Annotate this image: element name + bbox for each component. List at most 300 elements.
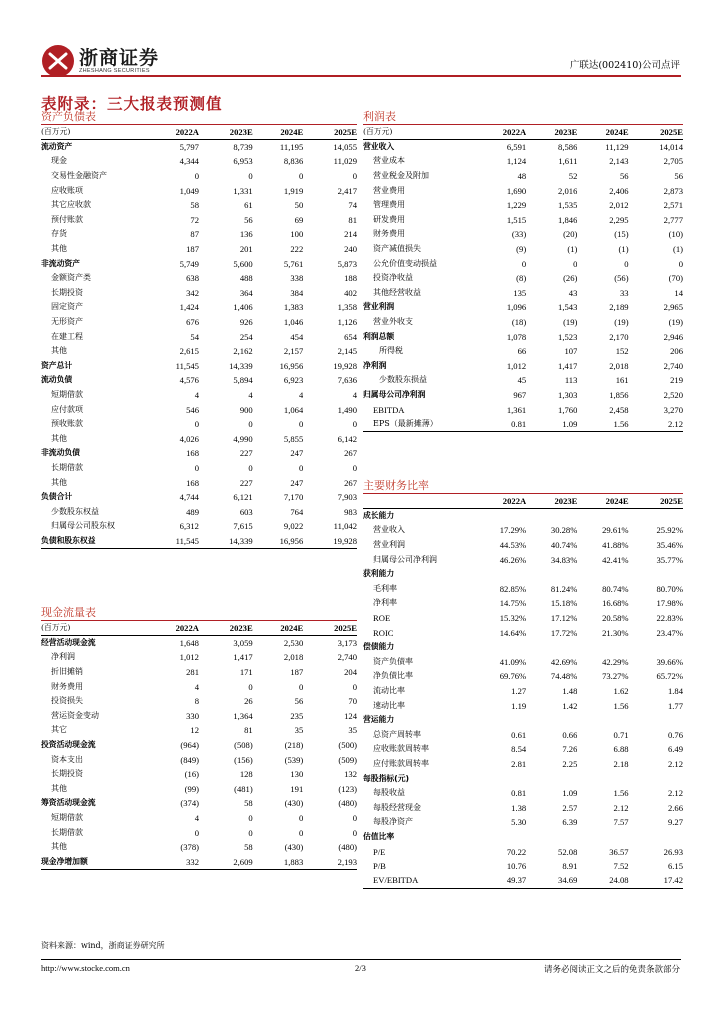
cell-value: 40.74% bbox=[550, 540, 578, 551]
cell-value: 48 bbox=[517, 171, 527, 182]
cell-value: 1,535 bbox=[558, 200, 578, 211]
cell-value: 1,124 bbox=[506, 156, 527, 167]
cell-value: 41.88% bbox=[602, 540, 629, 551]
row-label: 非流动资产 bbox=[41, 258, 80, 268]
table-row bbox=[41, 140, 357, 155]
cell-value bbox=[472, 640, 526, 655]
table-row bbox=[363, 815, 683, 830]
year-header: 2025E bbox=[629, 125, 683, 140]
cell-value: 8,586 bbox=[558, 142, 578, 153]
table-row bbox=[41, 329, 357, 344]
table-row bbox=[41, 198, 357, 213]
cell-value: 2,571 bbox=[663, 200, 683, 211]
cell-value: 654 bbox=[344, 331, 357, 342]
row-label: 营运资金变动 bbox=[51, 710, 99, 720]
cell-value: 2,012 bbox=[609, 200, 629, 211]
cell-value: 247 bbox=[290, 477, 304, 488]
cell-value: (481) bbox=[234, 783, 253, 794]
cell-value bbox=[526, 509, 577, 524]
cell-value: 2.12 bbox=[613, 802, 629, 813]
cell-value: (16) bbox=[184, 769, 199, 780]
table-row bbox=[41, 825, 357, 840]
cell-value bbox=[577, 567, 628, 582]
cell-value bbox=[577, 640, 628, 655]
row-label: 偿债能力 bbox=[363, 642, 395, 652]
row-label: 净利润 bbox=[363, 360, 387, 370]
cell-value: 0 bbox=[194, 827, 199, 838]
row-label: 应付账款周转率 bbox=[373, 758, 429, 768]
table-row bbox=[41, 169, 357, 184]
table-row bbox=[363, 300, 683, 315]
row-label: 研发费用 bbox=[373, 214, 405, 224]
cell-value: 4 bbox=[298, 389, 304, 400]
cell-value: 8,836 bbox=[283, 156, 304, 167]
cell-value: 7.52 bbox=[613, 861, 629, 872]
row-label: 每股收益 bbox=[373, 788, 405, 798]
cell-value: 73.27% bbox=[602, 671, 629, 682]
row-label: P/E bbox=[373, 846, 386, 857]
table-row bbox=[41, 461, 357, 476]
cell-value: 6,121 bbox=[233, 492, 253, 503]
row-label: 所得税 bbox=[379, 346, 403, 356]
logo-en: ZHESHANG SECURITIES bbox=[79, 68, 150, 74]
cell-value: 2.12 bbox=[667, 788, 683, 799]
row-label: 获利能力 bbox=[363, 569, 395, 579]
unit-label: (百万元) bbox=[363, 125, 472, 140]
row-label: 总资产周转率 bbox=[373, 729, 421, 739]
table-row bbox=[363, 417, 683, 432]
cell-value: 11,129 bbox=[605, 142, 629, 153]
cell-value: (123) bbox=[338, 783, 357, 794]
cell-value: 11,195 bbox=[279, 142, 304, 153]
cell-value: 254 bbox=[239, 331, 253, 342]
table-row bbox=[41, 767, 357, 782]
cell-value: 21.30% bbox=[602, 627, 629, 638]
cell-value: 30.28% bbox=[550, 525, 578, 536]
row-label: 净利润 bbox=[51, 652, 75, 662]
row-label: 长期投资 bbox=[51, 769, 83, 779]
table-row bbox=[41, 213, 357, 228]
cashflow-statement bbox=[41, 606, 357, 870]
row-label: 短期借款 bbox=[51, 389, 83, 399]
cell-value: 8 bbox=[194, 696, 199, 707]
table-row bbox=[41, 446, 357, 461]
cell-value: 2,145 bbox=[337, 346, 357, 357]
cell-value: (70) bbox=[668, 273, 683, 284]
cell-value: 1.09 bbox=[526, 417, 577, 432]
cell-value bbox=[577, 830, 628, 845]
row-label: 资产减值损失 bbox=[373, 244, 421, 254]
table-row bbox=[41, 242, 357, 257]
cell-value: 56 bbox=[674, 171, 683, 182]
cell-value: 3,270 bbox=[663, 404, 683, 415]
cell-value: 0 bbox=[521, 258, 527, 269]
cell-value: 17.72% bbox=[550, 627, 578, 638]
cell-value: 44.53% bbox=[499, 540, 527, 551]
cell-value: 81 bbox=[348, 214, 357, 225]
cell-value: 0 bbox=[352, 462, 357, 473]
income-title: 利润表 bbox=[363, 110, 396, 123]
row-label: 营业利润 bbox=[373, 540, 405, 550]
cell-value: (56) bbox=[614, 273, 629, 284]
balance-table bbox=[41, 125, 357, 549]
table-row bbox=[363, 567, 683, 582]
cell-value: 14 bbox=[674, 287, 683, 298]
footer-url[interactable]: http://www.stocke.com.cn bbox=[41, 963, 130, 973]
table-row bbox=[41, 840, 357, 855]
cell-value: 1,358 bbox=[337, 302, 357, 313]
year-header: 2025E bbox=[303, 125, 357, 140]
cell-value: 926 bbox=[239, 317, 253, 328]
cell-value: 7,903 bbox=[337, 492, 357, 503]
cell-value: 201 bbox=[239, 244, 253, 255]
cell-value: 1.56 bbox=[577, 417, 628, 432]
footer-divider bbox=[41, 959, 681, 960]
cell-value: 3,173 bbox=[337, 638, 357, 649]
cell-value: (9) bbox=[516, 244, 527, 255]
cell-value: 1.48 bbox=[562, 686, 578, 697]
cell-value: 0 bbox=[352, 419, 357, 430]
row-label: 速动比率 bbox=[373, 700, 405, 710]
table-row bbox=[41, 519, 357, 534]
cell-value: 0 bbox=[352, 813, 357, 824]
cell-value: (430) bbox=[284, 842, 304, 853]
table-row bbox=[363, 388, 683, 403]
cell-value: (19) bbox=[563, 317, 578, 328]
cell-value: 603 bbox=[239, 506, 253, 517]
cell-value: 4,576 bbox=[179, 375, 199, 386]
cell-value: 14,339 bbox=[229, 360, 253, 371]
cell-value: 454 bbox=[290, 331, 304, 342]
row-label: 投资活动现金流 bbox=[41, 740, 96, 750]
cell-value: 70.22 bbox=[506, 846, 527, 857]
cell-value: 1.77 bbox=[667, 700, 683, 711]
row-label: P/B bbox=[373, 861, 386, 872]
cell-value: 1.56 bbox=[613, 700, 629, 711]
cell-value: 338 bbox=[290, 273, 304, 284]
logo-cn: 浙商证券 bbox=[79, 47, 160, 69]
cell-value: 15.18% bbox=[550, 598, 578, 609]
cell-value: 6.39 bbox=[562, 817, 578, 828]
table-row bbox=[363, 329, 683, 344]
cell-value: (19) bbox=[614, 317, 629, 328]
cell-value: 6,312 bbox=[179, 521, 199, 532]
cell-value: (1) bbox=[618, 244, 629, 255]
row-label: 在建工程 bbox=[51, 331, 83, 341]
table-row bbox=[363, 640, 683, 655]
table-row bbox=[363, 713, 683, 728]
cell-value: 58 bbox=[244, 842, 253, 853]
cell-value: 7.57 bbox=[613, 817, 629, 828]
cell-value: 16.68% bbox=[602, 598, 629, 609]
cell-value: 2.81 bbox=[511, 758, 527, 769]
cell-value: 1,303 bbox=[558, 389, 578, 400]
cell-value: 1,331 bbox=[233, 185, 253, 196]
table-row bbox=[41, 504, 357, 519]
cell-value: 11,029 bbox=[333, 156, 357, 167]
cell-value: 2,143 bbox=[609, 156, 629, 167]
cell-value bbox=[629, 567, 683, 582]
cell-value: 7,170 bbox=[283, 492, 304, 503]
cell-value: 384 bbox=[290, 287, 304, 298]
cell-value: (480) bbox=[338, 842, 357, 853]
cell-value: 61 bbox=[244, 200, 253, 211]
table-row bbox=[41, 300, 357, 315]
cell-value: 14,014 bbox=[659, 142, 683, 153]
table-row bbox=[363, 344, 683, 359]
cell-value: 6,142 bbox=[337, 433, 357, 444]
cell-value: 0.61 bbox=[511, 729, 527, 740]
row-label: EPS（最新摊薄） bbox=[363, 417, 472, 432]
cell-value: 2,016 bbox=[558, 185, 578, 196]
row-label: 负债和股东权益 bbox=[41, 534, 145, 549]
row-label: 应收账项 bbox=[51, 185, 83, 195]
cell-value bbox=[472, 830, 526, 845]
year-header: 2022A bbox=[145, 621, 199, 636]
cell-value: 2,162 bbox=[233, 346, 253, 357]
header-row bbox=[363, 494, 683, 509]
year-header: 2025E bbox=[629, 494, 683, 509]
row-label: 其他 bbox=[51, 783, 67, 793]
cell-value: 168 bbox=[186, 448, 199, 459]
cell-value: 2.57 bbox=[562, 802, 578, 813]
row-label: 营业收入 bbox=[363, 142, 395, 152]
cell-value bbox=[629, 771, 683, 786]
cell-value: 0 bbox=[298, 462, 304, 473]
table-row bbox=[363, 582, 683, 597]
table-row bbox=[41, 723, 357, 738]
source-note: 资料来源：wind，浙商证券研究所 bbox=[41, 941, 165, 950]
cell-value: 4 bbox=[194, 813, 199, 824]
row-label: 应付款项 bbox=[51, 404, 83, 414]
cell-value: 2,406 bbox=[609, 185, 629, 196]
cell-value: 2,295 bbox=[609, 214, 629, 225]
cell-value: 2,965 bbox=[663, 302, 683, 313]
cell-value: 82.85% bbox=[499, 583, 527, 594]
row-label: 少数股东权益 bbox=[51, 506, 99, 516]
cell-value: 0 bbox=[298, 419, 304, 430]
cell-value: 1,856 bbox=[609, 389, 629, 400]
cell-value: 6.49 bbox=[667, 744, 683, 755]
table-row bbox=[363, 523, 683, 538]
cell-value: 7,615 bbox=[233, 521, 253, 532]
year-header: 2023E bbox=[199, 125, 253, 140]
cell-value: 342 bbox=[186, 287, 199, 298]
row-label: 归属母公司净利润 bbox=[363, 389, 426, 399]
company-logo bbox=[41, 44, 159, 78]
cell-value: 20.58% bbox=[602, 613, 629, 624]
cell-value: 14,055 bbox=[333, 142, 357, 153]
balance-sheet bbox=[41, 110, 357, 549]
cell-value: 14.64% bbox=[499, 627, 527, 638]
cell-value: 2,705 bbox=[663, 156, 683, 167]
cell-value: 0.81 bbox=[511, 788, 527, 799]
year-header: 2023E bbox=[526, 494, 577, 509]
row-label: 资产总计 bbox=[41, 360, 73, 370]
row-label: 每股经营现金 bbox=[373, 802, 421, 812]
cell-value: (218) bbox=[284, 740, 304, 751]
cell-value: 69 bbox=[294, 214, 304, 225]
cell-value: 6,923 bbox=[283, 375, 304, 386]
cell-value: 2,189 bbox=[609, 302, 629, 313]
unit-label: (百万元) bbox=[41, 621, 145, 636]
cell-value: 45 bbox=[517, 375, 527, 386]
row-label: 净利率 bbox=[373, 598, 397, 608]
cell-value: 26.93 bbox=[663, 846, 683, 857]
cell-value: 6,591 bbox=[506, 142, 527, 153]
cell-value: 50 bbox=[294, 200, 304, 211]
cell-value: 206 bbox=[670, 346, 683, 357]
cell-value: 34.83% bbox=[550, 554, 578, 565]
table-row bbox=[41, 256, 357, 271]
cell-value: 332 bbox=[145, 855, 199, 870]
cell-value: 2,740 bbox=[663, 360, 683, 371]
cell-value: 1,846 bbox=[558, 214, 578, 225]
cell-value: (430) bbox=[284, 798, 304, 809]
cell-value: 100 bbox=[290, 229, 304, 240]
cell-value: 42.41% bbox=[602, 554, 629, 565]
cell-value: 488 bbox=[239, 273, 253, 284]
unit-label: (百万元) bbox=[41, 125, 145, 140]
cell-value: 4 bbox=[194, 681, 199, 692]
page-title: 表附录：三大报表预测值 bbox=[41, 95, 223, 113]
table-row bbox=[363, 509, 683, 524]
cell-value: 0 bbox=[624, 258, 629, 269]
row-label: 归属母公司净利润 bbox=[373, 554, 437, 564]
cell-value: 1,126 bbox=[337, 317, 357, 328]
cell-value: 58 bbox=[244, 798, 253, 809]
table-row bbox=[41, 344, 357, 359]
cell-value: 2,609 bbox=[199, 855, 253, 870]
table-row bbox=[363, 373, 683, 388]
table-row bbox=[41, 855, 357, 870]
income-table bbox=[363, 125, 683, 432]
cell-value: 136 bbox=[239, 229, 253, 240]
cell-value: 10.76 bbox=[506, 861, 527, 872]
header-row bbox=[363, 125, 683, 140]
table-row bbox=[363, 242, 683, 257]
cell-value: 1,364 bbox=[233, 710, 253, 721]
table-row bbox=[41, 373, 357, 388]
cell-value: 2,520 bbox=[663, 389, 683, 400]
row-label: 预收账款 bbox=[51, 419, 83, 429]
cell-value: 152 bbox=[615, 346, 629, 357]
table-row bbox=[363, 286, 683, 301]
cell-value: 5.30 bbox=[511, 817, 527, 828]
cell-value: 168 bbox=[186, 477, 199, 488]
table-row bbox=[41, 271, 357, 286]
cell-value: 4 bbox=[352, 389, 357, 400]
cell-value: 0 bbox=[248, 419, 253, 430]
row-label: 营业税金及附加 bbox=[373, 171, 429, 181]
cell-value: 188 bbox=[344, 273, 357, 284]
cell-value: 1,012 bbox=[179, 652, 199, 663]
table-row bbox=[363, 786, 683, 801]
row-label: 存货 bbox=[51, 229, 67, 239]
year-header: 2024E bbox=[577, 494, 628, 509]
row-label: 资本支出 bbox=[51, 754, 83, 764]
cell-value: (539) bbox=[284, 754, 304, 765]
cell-value: 135 bbox=[513, 287, 527, 298]
cell-value: 171 bbox=[239, 667, 253, 678]
cell-value: 66 bbox=[517, 346, 527, 357]
cell-value: 42.69% bbox=[550, 656, 578, 667]
table-row bbox=[41, 796, 357, 811]
row-label: 其他 bbox=[51, 842, 67, 852]
table-row bbox=[363, 154, 683, 169]
cell-value: 35.77% bbox=[656, 554, 683, 565]
table-row bbox=[363, 844, 683, 859]
cell-value: (8) bbox=[516, 273, 527, 284]
cell-value: 4 bbox=[194, 389, 199, 400]
row-label: 投资净收益 bbox=[373, 273, 413, 283]
table-row bbox=[41, 417, 357, 432]
cell-value: 107 bbox=[564, 346, 578, 357]
cell-value: 35 bbox=[294, 725, 304, 736]
row-label: 成长能力 bbox=[363, 511, 395, 521]
table-row bbox=[41, 709, 357, 724]
cell-value bbox=[472, 509, 526, 524]
row-label: 其他 bbox=[51, 433, 67, 443]
cell-value: 4,026 bbox=[179, 433, 199, 444]
cell-value bbox=[577, 771, 628, 786]
row-label: ROIC bbox=[373, 627, 394, 638]
cell-value: 87 bbox=[190, 229, 199, 240]
cell-value: (15) bbox=[614, 229, 629, 240]
cell-value: 364 bbox=[239, 287, 253, 298]
cell-value: 2,873 bbox=[663, 185, 683, 196]
cell-value: 1,760 bbox=[558, 404, 578, 415]
cell-value: 2,170 bbox=[609, 331, 629, 342]
cell-value: 34.69 bbox=[526, 873, 577, 888]
cell-value: 35.46% bbox=[656, 540, 683, 551]
cell-value: (1) bbox=[672, 244, 683, 255]
cell-value: 2.12 bbox=[667, 758, 683, 769]
row-label: 归属母公司股东权 bbox=[51, 521, 115, 531]
table-row bbox=[363, 596, 683, 611]
cell-value bbox=[577, 713, 628, 728]
footer-disclaimer: 请务必阅读正文之后的免责条款部分 bbox=[543, 965, 680, 975]
row-label: 预付账款 bbox=[51, 214, 83, 224]
cashflow-table bbox=[41, 621, 357, 870]
cell-value: 764 bbox=[290, 506, 304, 517]
table-row bbox=[363, 538, 683, 553]
cell-value: (20) bbox=[563, 229, 578, 240]
table-row bbox=[363, 315, 683, 330]
table-row bbox=[363, 140, 683, 155]
cell-value: (26) bbox=[563, 273, 578, 284]
cell-value: (480) bbox=[338, 798, 357, 809]
row-label: 金额资产类 bbox=[51, 273, 91, 283]
cell-value: 187 bbox=[186, 244, 199, 255]
cell-value: (156) bbox=[234, 754, 253, 765]
cell-value: 2,157 bbox=[283, 346, 304, 357]
cell-value: 1.27 bbox=[511, 686, 527, 697]
cell-value bbox=[629, 509, 683, 524]
row-label: 净负债比率 bbox=[373, 671, 413, 681]
cell-value: 546 bbox=[186, 404, 199, 415]
cell-value: 676 bbox=[186, 317, 199, 328]
cell-value: 2.18 bbox=[613, 758, 629, 769]
cell-value: 6.15 bbox=[667, 861, 683, 872]
cell-value: 1.09 bbox=[562, 788, 578, 799]
row-label: 估值比率 bbox=[363, 831, 395, 841]
cell-value: 0.76 bbox=[667, 729, 683, 740]
row-label: 其他经营收益 bbox=[373, 287, 421, 297]
cell-value: 161 bbox=[615, 375, 629, 386]
cell-value: 0 bbox=[248, 462, 253, 473]
cell-value: 5,797 bbox=[179, 142, 199, 153]
